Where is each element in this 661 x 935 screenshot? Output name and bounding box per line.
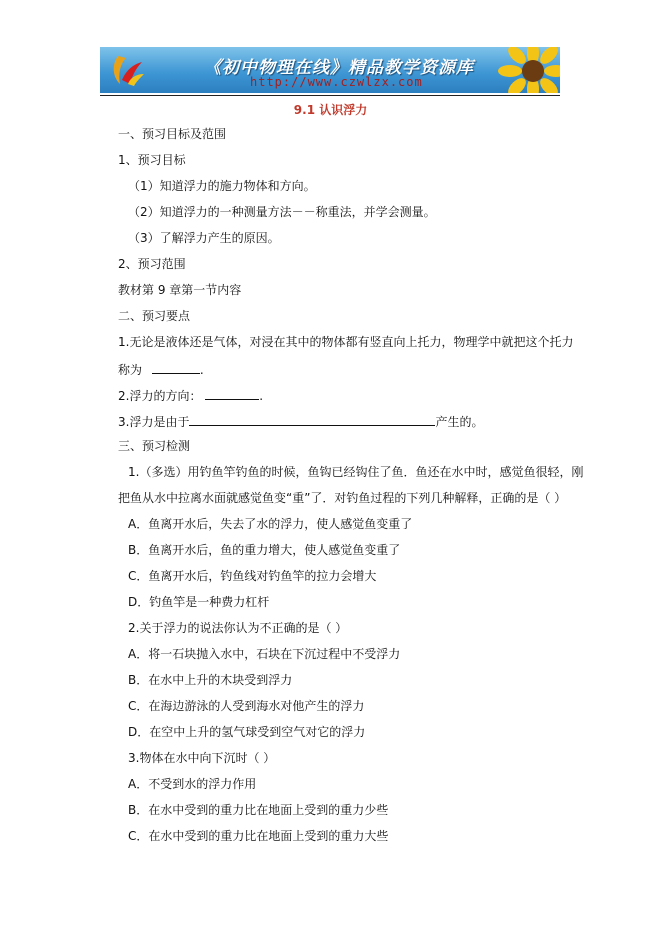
section-heading: 二、预习要点: [118, 309, 191, 323]
question-1-line-1: 1.（多选）用钓鱼竿钓鱼的时候，鱼钩已经钩住了鱼．鱼还在水中时，感觉鱼很轻，刚: [128, 465, 584, 479]
point-1-end: .: [199, 363, 204, 377]
point-1-line-2: [118, 361, 204, 377]
option-b: B．鱼离开水后，鱼的重力增大，使人感觉鱼变重了: [128, 543, 401, 557]
question-3: 3.物体在水中向下沉时（ ）: [128, 751, 276, 765]
goal-item: （2）知道浮力的一种测量方法－－称重法，并学会测量。: [128, 205, 436, 219]
point-3: [118, 413, 483, 429]
point-1-line-1: 1.无论是液体还是气体，对浸在其中的物体都有竖直向上托力，物理学中就把这个托力: [118, 335, 574, 349]
goal-item: （3）了解浮力产生的原因。: [128, 231, 280, 245]
point-2-text: 2.浮力的方向：: [118, 389, 202, 403]
section-heading: 三、预习检测: [118, 439, 191, 453]
goal-item: （1）知道浮力的施力物体和方向。: [128, 179, 316, 193]
point-3-text: 3.浮力是由于: [118, 415, 190, 429]
answer-blank[interactable]: [189, 413, 435, 426]
option-a: A．鱼离开水后，失去了水的浮力，使人感觉鱼变重了: [128, 517, 413, 531]
section-heading: 一、预习目标及范围: [118, 127, 227, 141]
header-banner: [100, 47, 560, 93]
subsection-heading: 1、预习目标: [118, 153, 186, 167]
option-c: C．鱼离开水后，钓鱼线对钓鱼竿的拉力会增大: [128, 569, 377, 583]
answer-blank[interactable]: [205, 387, 259, 400]
question-2: 2.关于浮力的说法你认为不正确的是（ ）: [128, 621, 348, 635]
banner-title: 《初中物理在线》精品教学资源库: [204, 58, 474, 78]
option-c: C．在海边游泳的人受到海水对他产生的浮力: [128, 699, 365, 713]
option-b: B．在水中受到的重力比在地面上受到的重力少些: [128, 803, 389, 817]
sunflower-icon: [498, 47, 560, 93]
point-1-text: 称为: [118, 363, 143, 377]
point-3-end: 产生的。: [435, 415, 484, 429]
question-1-line-2: 把鱼从水中拉离水面就感觉鱼变“重”了．对钓鱼过程的下列几种解释，正确的是（ ）: [118, 491, 567, 505]
answer-blank[interactable]: [152, 361, 200, 374]
option-a: A．不受到水的浮力作用: [128, 777, 257, 791]
page-title: 9.1 认识浮力: [293, 103, 368, 117]
subsection-heading: 2、预习范围: [118, 257, 186, 271]
banner-url: http://www.czwlzx.com: [250, 75, 423, 89]
site-logo-icon: [108, 50, 148, 90]
option-d: D．钓鱼竿是一种费力杠杆: [128, 595, 270, 609]
point-2: [118, 387, 263, 403]
point-2-end: .: [259, 389, 264, 403]
option-c: C．在水中受到的重力比在地面上受到的重力大些: [128, 829, 389, 843]
option-b: B．在水中上升的木块受到浮力: [128, 673, 293, 687]
header-rule: [100, 95, 560, 96]
option-d: D．在空中上升的氢气球受到空气对它的浮力: [128, 725, 366, 739]
option-a: A．将一石块抛入水中，石块在下沉过程中不受浮力: [128, 647, 401, 661]
scope-text: 教材第 9 章第一节内容: [118, 283, 242, 297]
